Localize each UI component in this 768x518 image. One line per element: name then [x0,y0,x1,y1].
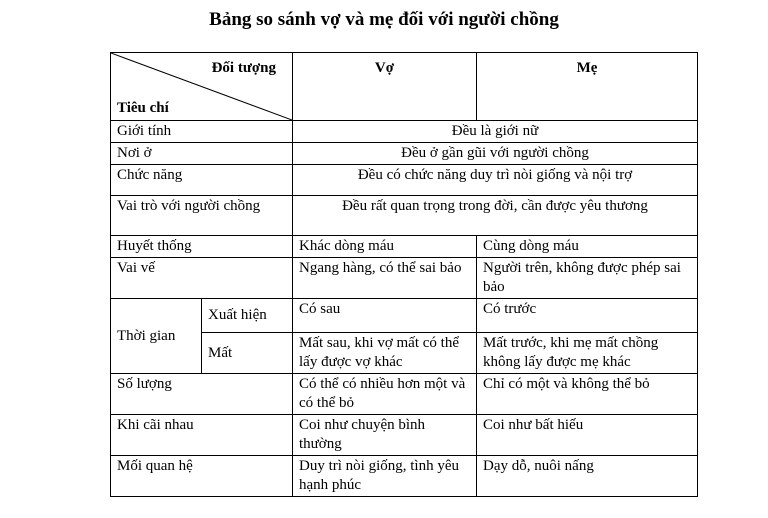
wife-cell: Có thể có nhiều hơn một và có thể bỏ [293,374,477,415]
mother-cell: Người trên, không được phép sai bảo [477,258,698,299]
header-corner-cell [111,53,293,121]
row-label: Huyết thống [111,236,293,258]
table-row [111,143,698,165]
wife-cell: Coi như chuyện bình thường [293,415,477,456]
table-row [111,374,698,415]
mother-cell: Dạy dỗ, nuôi nấng [477,456,698,497]
table-row [111,456,698,497]
sub-label-lose: Mất [202,333,293,374]
shared-cell: Đều ở gần gũi với người chồng [293,143,698,165]
row-label: Mối quan hệ [111,456,293,497]
row-label: Số lượng [111,374,293,415]
mother-cell: Mất trước, khi mẹ mất chồng không lấy được mẹ khác [477,333,698,374]
table-row [111,165,698,196]
sub-label-appear: Xuất hiện [202,299,293,333]
table-row [111,258,698,299]
header-wife: Vợ [293,53,477,121]
row-label: Giới tính [111,121,293,143]
mother-cell: Cùng dòng máu [477,236,698,258]
wife-cell: Khác dòng máu [293,236,477,258]
wife-cell: Duy trì nòi giống, tình yêu hạnh phúc [293,456,477,497]
row-label-time: Thời gian [111,299,202,374]
header-criteria-label: Tiêu chí [117,100,169,116]
header-mother: Mẹ [477,53,698,121]
wife-cell: Có sau [293,299,477,333]
row-label: Vai trò với người chồng [111,196,293,236]
row-label: Nơi ở [111,143,293,165]
mother-cell: Có trước [477,299,698,333]
table-row [111,121,698,143]
row-label: Vai vế [111,258,293,299]
row-label: Khi cãi nhau [111,415,293,456]
shared-cell: Đều là giới nữ [293,121,698,143]
mother-cell: Coi như bất hiếu [477,415,698,456]
table-header-row [111,53,698,121]
table-row [111,299,698,333]
page-title: Bảng so sánh vợ và mẹ đối với người chồng [209,9,559,30]
comparison-table [110,52,698,497]
header-object-label: Đối tượng [211,60,276,76]
shared-cell: Đều rất quan trọng trong đời, cần được yêu thương [293,196,698,236]
mother-cell: Chỉ có một và không thể bỏ [477,374,698,415]
shared-cell: Đều có chức năng duy trì nòi giống và nội trợ [293,165,698,196]
table-row [111,196,698,236]
table-row [111,236,698,258]
table-row [111,415,698,456]
wife-cell: Mất sau, khi vợ mất có thể lấy được vợ khác [293,333,477,374]
row-label: Chức năng [111,165,293,196]
wife-cell: Ngang hàng, có thể sai bảo [293,258,477,299]
